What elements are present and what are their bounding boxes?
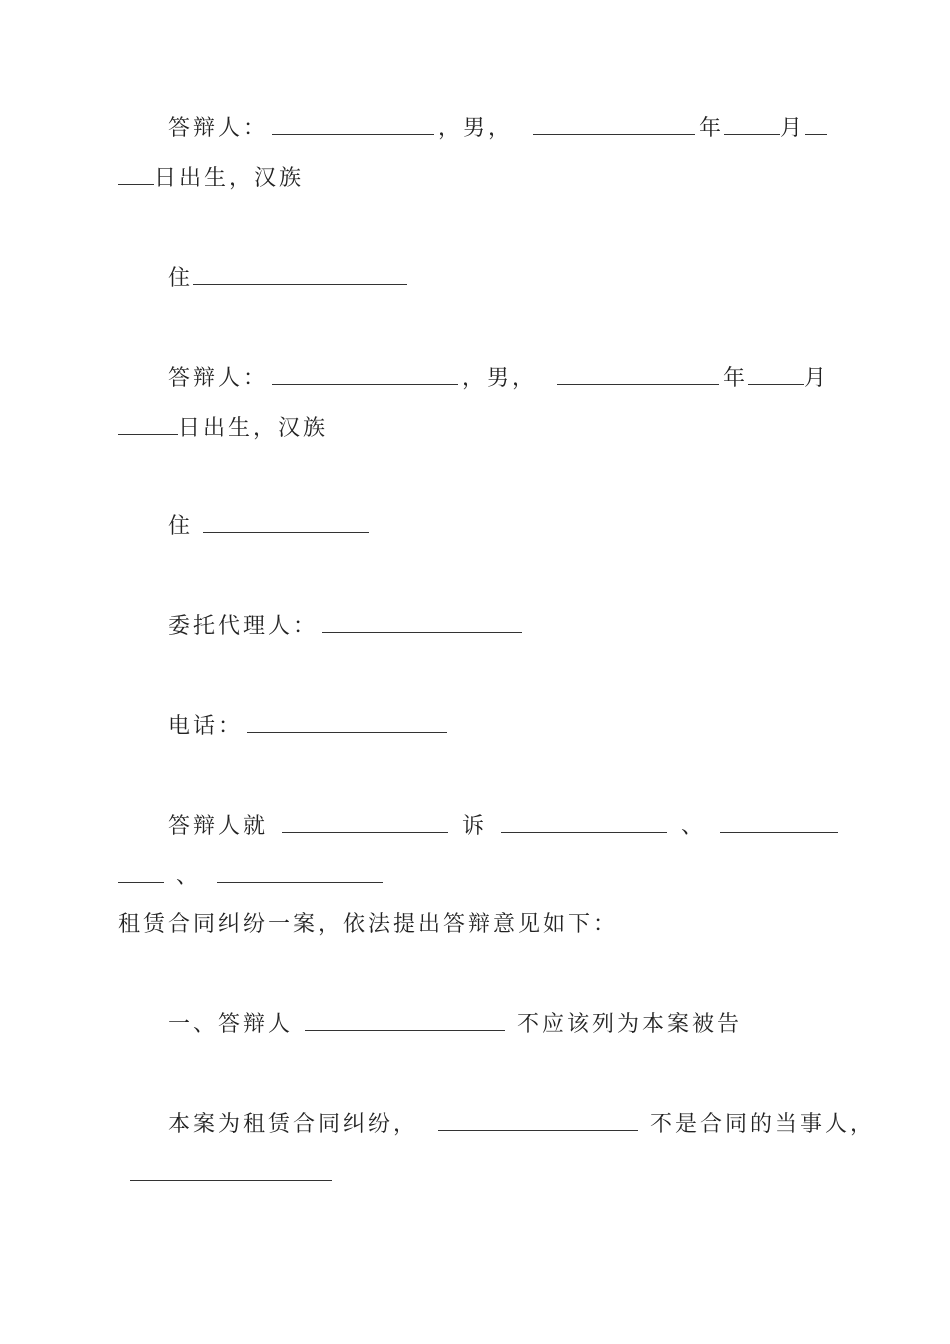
respondent1-gender: ，男， <box>438 116 514 141</box>
claim-defendant2-blank-start[interactable] <box>720 810 838 833</box>
phone-blank[interactable] <box>247 710 447 733</box>
respondent2-gender: ，男， <box>462 366 538 391</box>
respondent2-day-blank[interactable] <box>118 412 178 435</box>
respondent1-year-blank[interactable] <box>533 112 695 135</box>
respondent1-line2 <box>118 162 304 194</box>
section1-heading <box>168 1008 742 1040</box>
address2-label: 住 <box>168 514 194 539</box>
respondent2-line2 <box>118 412 328 444</box>
address1-blank[interactable] <box>193 262 407 285</box>
section1-blank[interactable] <box>305 1008 505 1031</box>
agent-label: 委托代理人： <box>168 614 319 639</box>
respondent1-birth: 日出生，汉族 <box>154 166 305 191</box>
respondent1-label: 答辩人： <box>168 116 269 141</box>
agent-line <box>168 610 526 642</box>
respondent1-line1 <box>168 112 827 144</box>
respondent2-year-label: 年 <box>723 366 749 391</box>
address1-line <box>168 262 407 294</box>
respondent2-line1 <box>168 362 829 394</box>
body1-prefix: 本案为租赁合同纠纷， <box>168 1112 419 1137</box>
body1-blank[interactable] <box>438 1108 638 1131</box>
respondent2-month-label: 月 <box>804 366 830 391</box>
body1-suffix: 不是合同的当事人， <box>650 1112 876 1137</box>
claim-defendant1-blank[interactable] <box>501 810 667 833</box>
address2-line <box>168 510 373 542</box>
claim-line2 <box>118 860 387 892</box>
phone-label: 电话： <box>168 714 244 739</box>
respondent1-name-blank[interactable] <box>272 112 434 135</box>
respondent2-name-blank[interactable] <box>272 362 458 385</box>
claim-ending: 租赁合同纠纷一案，依法提出答辩意见如下： <box>118 912 619 937</box>
body1-line1 <box>168 1108 875 1140</box>
claim-sep1: 、 <box>681 814 707 839</box>
section1-prefix: 一、答辩人 <box>168 1012 294 1037</box>
claim-plaintiff-blank[interactable] <box>282 810 448 833</box>
address2-blank[interactable] <box>203 510 369 533</box>
respondent1-month-blank[interactable] <box>724 112 780 135</box>
claim-defendant3-blank[interactable] <box>217 860 383 883</box>
respondent1-day-blank-end[interactable] <box>118 162 154 185</box>
claim-line1 <box>168 810 838 842</box>
respondent2-birth: 日出生，汉族 <box>178 416 329 441</box>
phone-line <box>168 710 451 742</box>
claim-line3 <box>118 910 618 940</box>
respondent2-month-blank[interactable] <box>748 362 804 385</box>
respondent1-month-label: 月 <box>780 116 806 141</box>
claim-sep2: 、 <box>176 864 202 889</box>
respondent2-label: 答辩人： <box>168 366 269 391</box>
respondent2-year-blank[interactable] <box>557 362 719 385</box>
respondent1-year-label: 年 <box>699 116 725 141</box>
respondent1-day-blank-start[interactable] <box>805 112 827 135</box>
claim-prefix: 答辩人就 <box>168 814 269 839</box>
claim-defendant2-blank-end[interactable] <box>118 860 164 883</box>
agent-blank[interactable] <box>322 610 522 633</box>
address1-label: 住 <box>168 266 194 291</box>
body1-continuation-blank[interactable] <box>130 1158 332 1181</box>
body1-line2 <box>130 1158 332 1190</box>
claim-sue: 诉 <box>462 814 488 839</box>
section1-suffix: 不应该列为本案被告 <box>517 1012 743 1037</box>
